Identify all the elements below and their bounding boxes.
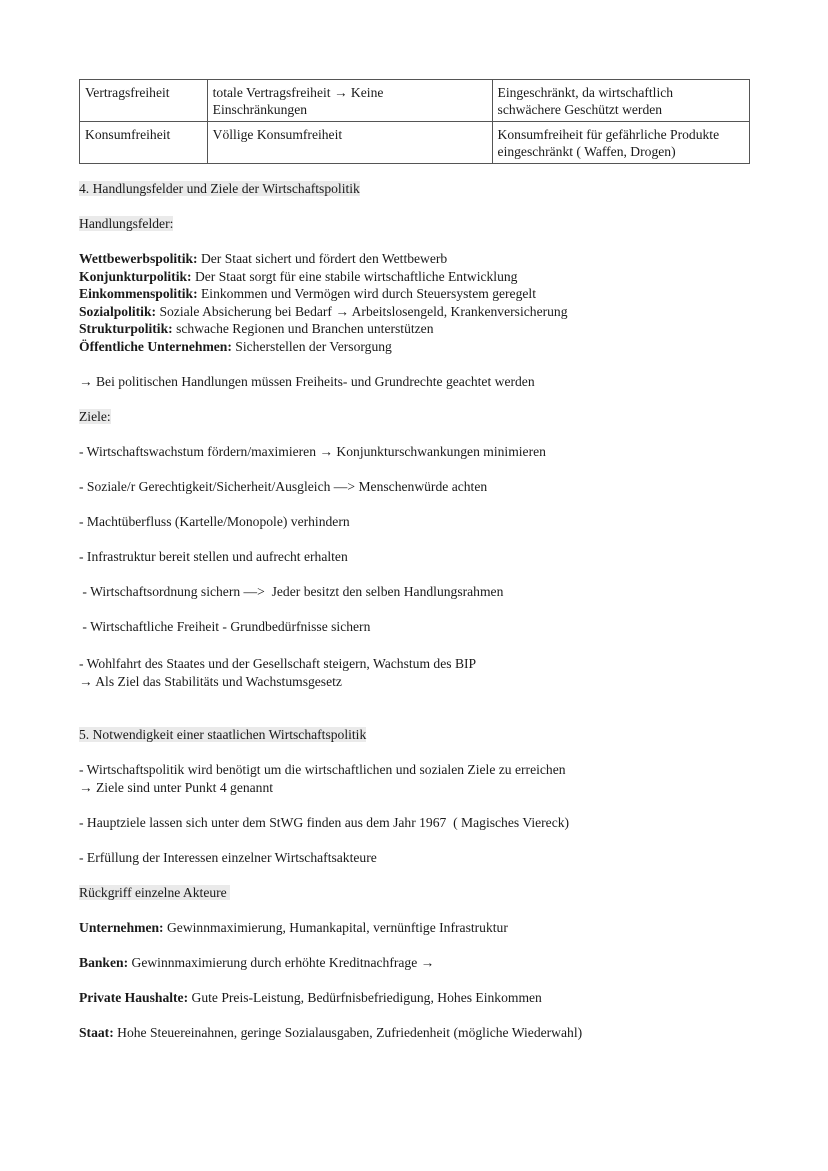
cell-text: Konsumfreiheit für gefährliche Produkte <box>497 127 720 142</box>
table-cell <box>80 122 208 164</box>
actors-label <box>79 884 230 902</box>
cell-text: eingeschränkt ( Waffen, Drogen) <box>497 144 676 159</box>
cell-text: Vertragsfreiheit <box>85 85 170 100</box>
goal-line: → Als Ziel das Stabilitäts und Wachstumsgesetz <box>79 673 342 689</box>
list-item <box>79 338 568 356</box>
cell-text: schwächere Geschützt werden <box>497 102 663 117</box>
table-row <box>80 122 750 164</box>
term: Öffentliche Unternehmen: <box>79 338 232 354</box>
goal-item: - Wirtschaftsordnung sichern —> Jeder besitzt den selben Handlungsrahmen <box>79 584 504 599</box>
goal-line: - Wohlfahrt des Staates und der Gesellschaft steigern, Wachstum des BIP <box>79 656 477 671</box>
goal-item: - Soziale/r Gerechtigkeit/Sicherheit/Ausgleich —> Menschenwürde achten <box>79 479 488 494</box>
paragraph <box>79 761 566 796</box>
label-text: Rückgriff einzelne Akteure <box>79 885 231 900</box>
actor-item <box>79 989 542 1007</box>
term: Strukturpolitik: <box>79 321 173 336</box>
list-item <box>79 268 568 286</box>
goal-item: - Wirtschaftswachstum fördern/maximieren → Konjunkturschwankungen minimieren <box>79 444 546 459</box>
definition: Hohe Steuereinahnen, geringe Sozialausgaben, Zufriedenheit (mögliche Wiederwahl) <box>113 1025 583 1040</box>
paragraph: - Erfüllung der Interessen einzelner Wirtschaftsakteure <box>79 850 377 865</box>
list-item <box>79 285 568 303</box>
paragraph-line: → Ziele sind unter Punkt 4 genannt <box>79 779 274 795</box>
goals-label <box>79 408 111 426</box>
actor-item <box>79 919 508 937</box>
list-item <box>79 303 568 321</box>
cell-text: Völlige Konsumfreiheit <box>212 127 343 142</box>
table-cell <box>492 122 749 164</box>
definition: Gute Preis-Leistung, Bedürfnisbefriedigung, Hohes Einkommen <box>188 990 542 1005</box>
definition: Einkommen und Vermögen wird durch Steuersystem geregelt <box>197 286 536 301</box>
list-item <box>79 250 568 268</box>
cell-text: Eingeschränkt, da wirtschaftlich <box>497 85 674 100</box>
term: Banken: <box>79 955 129 970</box>
definition: schwache Regionen und Branchen unterstützen <box>172 321 434 336</box>
term: Konjunkturpolitik: <box>79 268 192 284</box>
paragraph-line: - Wirtschaftspolitik wird benötigt um die wirtschaftlichen und sozialen Ziele zu erreichen <box>79 762 566 777</box>
paragraph: - Hauptziele lassen sich unter dem StWG finden aus dem Jahr 1967 ( Magisches Viereck) <box>79 815 570 830</box>
section-5-heading <box>79 726 366 744</box>
definition: Gewinnmaximierung durch erhöhte Kreditnachfrage → <box>128 955 435 970</box>
fields-label <box>79 215 173 233</box>
definition: Gewinnmaximierung, Humankapital, vernünftige Infrastruktur <box>163 920 508 935</box>
term: Unternehmen: <box>79 920 164 935</box>
table-row <box>80 80 750 122</box>
heading-text: 5. Notwendigkeit einer staatlichen Wirtschaftspolitik <box>79 727 367 742</box>
table-cell <box>492 80 749 122</box>
goal-item <box>79 655 476 690</box>
heading-text: 4. Handlungsfelder und Ziele der Wirtschaftspolitik <box>79 181 360 196</box>
list-item <box>79 320 568 338</box>
section-4-heading <box>79 180 360 198</box>
definition: Sicherstellen der Versorgung <box>231 338 392 354</box>
cell-text: Konsumfreiheit <box>85 127 171 142</box>
note-text: → Bei politischen Handlungen müssen Freiheits- und Grundrechte geachtet werden <box>79 374 535 389</box>
goal-item: - Machtüberfluss (Kartelle/Monopole) verhindern <box>79 514 350 529</box>
definition: Der Staat sichert und fördert den Wettbewerb <box>197 251 448 266</box>
comparison-table <box>79 79 750 164</box>
table-cell <box>207 122 492 164</box>
goal-item: - Infrastruktur bereit stellen und aufrecht erhalten <box>79 549 348 564</box>
cell-text: Einschränkungen <box>212 102 308 117</box>
goal-item: - Wirtschaftliche Freiheit - Grundbedürfnisse sichern <box>79 619 371 634</box>
actor-item <box>79 1024 582 1042</box>
label-text: Ziele: <box>79 409 111 424</box>
term: Staat: <box>79 1025 114 1040</box>
term: Sozialpolitik: <box>79 303 157 319</box>
definition: Soziale Absicherung bei Bedarf → Arbeitslosengeld, Krankenversicherung <box>156 303 568 319</box>
actor-item <box>79 954 434 972</box>
table-cell <box>80 80 208 122</box>
definition: Der Staat sorgt für eine stabile wirtschaftliche Entwicklung <box>191 268 518 284</box>
cell-text: totale Vertragsfreiheit → Keine <box>212 85 384 100</box>
policy-fields-list <box>79 250 568 355</box>
table-cell <box>207 80 492 122</box>
term: Wettbewerbspolitik: <box>79 251 198 266</box>
term: Einkommenspolitik: <box>79 286 198 301</box>
label-text: Handlungsfelder: <box>79 216 174 231</box>
term: Private Haushalte: <box>79 990 189 1005</box>
